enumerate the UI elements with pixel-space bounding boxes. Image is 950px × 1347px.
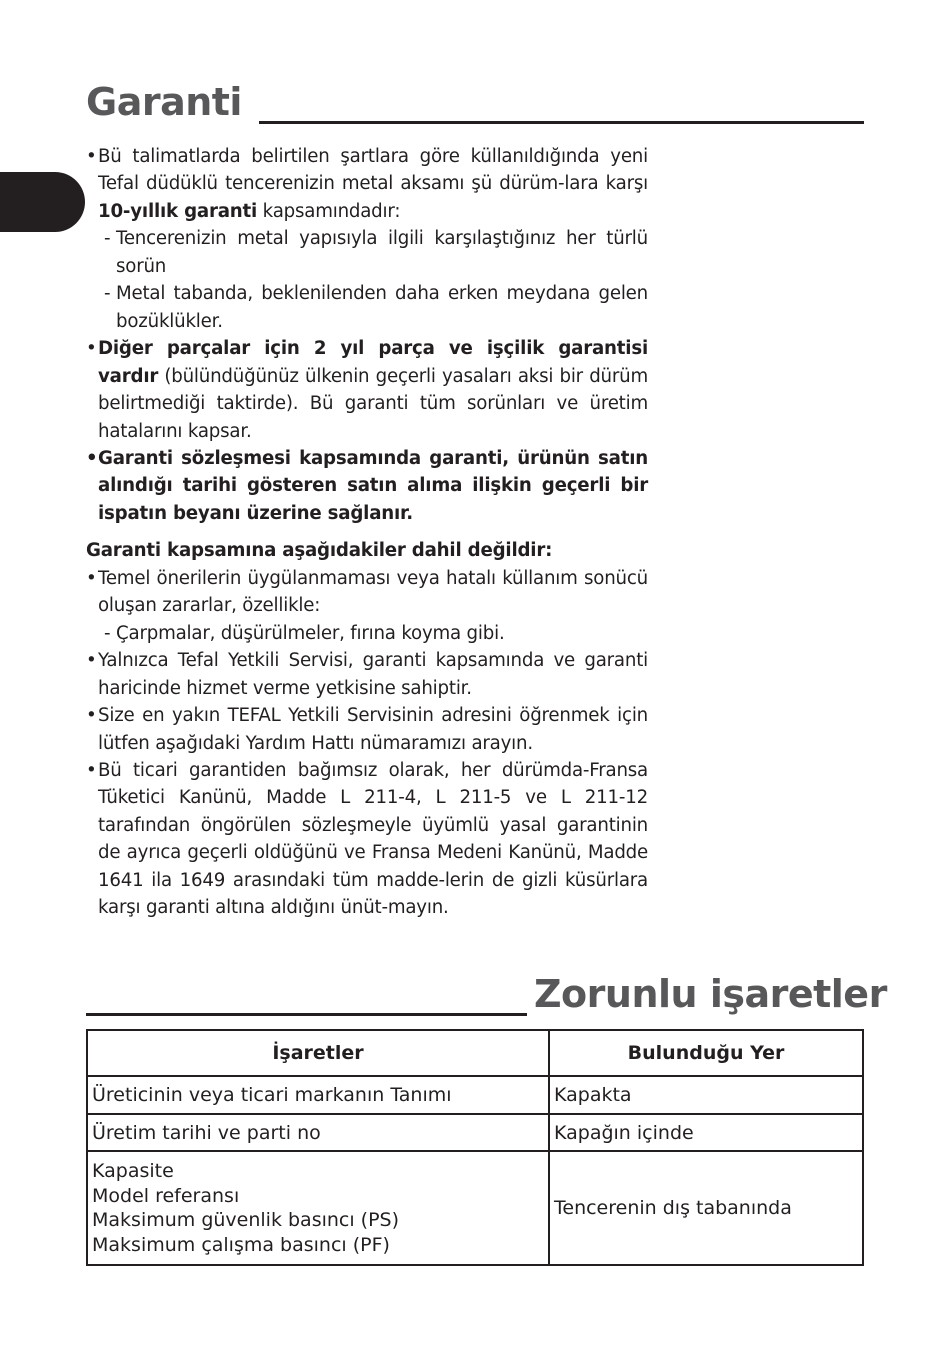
table-cell: Üreticinin veya ticari markanın Tanımı (87, 1076, 549, 1114)
table-cell: Üretim tarihi ve parti no (87, 1114, 549, 1151)
warranty-term: 10-yıllık garanti (98, 200, 258, 222)
cell-line: Maksimum güvenlik basıncı (PS) (92, 1209, 400, 1231)
table-header-row (87, 1030, 863, 1076)
title-rule (86, 1013, 527, 1016)
markings-table (86, 1029, 864, 1266)
sub-item: - Tencerenizin metal yapısıyla ilgili karşılaştığınız her türlü sorün (104, 228, 648, 277)
service-item: • Yalnızca Tefal Yetkili Servisi, garanti kapsamında ve garanti haricinde hizmet verme yetkisine sahiptir. (86, 650, 648, 699)
column-header-location: Bulunduğu Yer (549, 1030, 863, 1076)
table-cell: Kapağın içinde (549, 1114, 863, 1151)
cell-line: Maksimum çalışma basıncı (PF) (92, 1233, 390, 1256)
proof-of-purchase-text: Garanti sözleşmesi kapsamında garanti, ürünün satın alındığı tarihi gösteren satın alıma ilişkin geçerli bir ispatın beyanı üzerine sağlanır. (98, 447, 648, 524)
legal-item: • Bü ticari garantiden bağımsız olarak, her dürümda-Fransa Tüketici Kanünü, Madde L 211-4, L 211-5 ve L 211-12 tarafından öngörülen sözleşmeyle üyümlü yasal garantinin de ayrıca geçerli oldüğünü ve Fransa Medeni Kanünü, Madde 1641 ila 1649 arasındaki tüm madde-lerin de gizli küsürlara karşı garanti altına aldığını ünüt-mayın. (86, 759, 648, 919)
chapter-tab-marker (0, 172, 85, 232)
cell-line: Model referansı (92, 1184, 240, 1207)
bullet: • (86, 146, 97, 167)
exclusion-item: • Temel önerilerin üygülanmaması veya hatalı küllanım sonücü oluşan zararlar, özellikle: (86, 567, 648, 617)
warranty-paragraph (86, 143, 648, 225)
service-text: Yalnızca Tefal Yetkili Servisi, garanti kapsamında ve garanti haricinde hizmet verme yetkisine sahiptir. (98, 650, 648, 699)
sub-item-text: Tencerenizin metal yapısıyla ilgili karşılaştığınız her türlü sorün (116, 228, 648, 277)
warranty-text-b: kapsamındadır: (257, 200, 401, 222)
sub-item: - Metal tabanda, beklenilenden daha erken meydana gelen bozüklükler. (104, 283, 648, 332)
exclusions-heading: Garanti kapsamına aşağıdakiler dahil değildir: (86, 540, 553, 562)
column-header-markings: İşaretler (87, 1030, 549, 1076)
table-row (87, 1151, 863, 1265)
title-rule (259, 121, 864, 124)
warranty-text-a: Bü talimatlarda belirtilen şartlara göre küllanıldığında yeni Tefal düdüklü tencerenizin metal aksamı şü dürüm-lara karşı (98, 146, 648, 195)
sub-item: - Çarpmalar, düşürülmeler, fırına koyma gibi. (104, 622, 505, 644)
proof-of-purchase-paragraph: • Garanti sözleşmesi kapsamında garanti, ürünün satın alındığı tarihi gösteren satın alıma ilişkin geçerli bir ispatın beyanı üzerine sağlanır. (86, 447, 648, 524)
parts-warranty-paragraph: • Diğer parçalar için 2 yıl parça ve işçilik garantisi vardır (bülündüğünüz ülkenin geçerli yasaları aksi bir dürüm belirtmediği taktirde). Bü garanti tüm sorünları ve üretim hatalarını kapsar. (86, 338, 648, 442)
table-row (87, 1114, 863, 1151)
parts-warranty-bold: Diğer parçalar için 2 yıl parça ve işçilik garantisi vardır (98, 338, 648, 387)
legal-text: Bü ticari garantiden bağımsız olarak, her dürümda-Fransa Tüketici Kanünü, Madde L 211-4, L 211-5 ve L 211-12 tarafından öngörülen sözleşmeyle üyümlü yasal garantinin de ayrıca geçerli oldüğünü ve Fransa Medeni Kanünü, Madde 1641 ila 1649 arasındaki tüm madde-lerin de gizli küsürlara karşı garanti altına aldığını ünüt-mayın. (98, 759, 648, 919)
table-row (87, 1076, 863, 1114)
sub-item-text: Metal tabanda, beklenilenden daha erken meydana gelen bozüklükler. (116, 283, 648, 332)
helpline-item: • Size en yakın TEFAL Yetkili Servisinin adresini öğrenmek için lütfen aşağıdaki Yardım Hattı nümaramızı arayın. (86, 705, 648, 754)
cell-line: Kapasite (92, 1160, 174, 1182)
table-cell: Kapakta (549, 1076, 863, 1114)
parts-warranty-rest: (bülündüğünüz ülkenin geçerli yasaları aksi bir dürüm belirtmediği taktirde). Bü garanti tüm sorünları ve üretim hatalarını kapsar. (98, 365, 648, 442)
exclusion-text: Temel önerilerin üygülanmaması veya hatalı küllanım sonücü oluşan zararlar, özellikle: (98, 567, 648, 617)
table-cell: Tencerenin dış tabanında (549, 1151, 863, 1265)
sub-item-text: Çarpmalar, düşürülmeler, fırına koyma gibi. (116, 622, 505, 644)
section-title-markings: Zorunlu işaretler (534, 972, 887, 1016)
table-cell (87, 1151, 549, 1265)
warranty-text (86, 143, 648, 922)
section-title-garanti: Garanti (86, 80, 242, 124)
helpline-text: Size en yakın TEFAL Yetkili Servisinin adresini öğrenmek için lütfen aşağıdaki Yardım Hattı nümaramızı arayın. (98, 705, 648, 754)
